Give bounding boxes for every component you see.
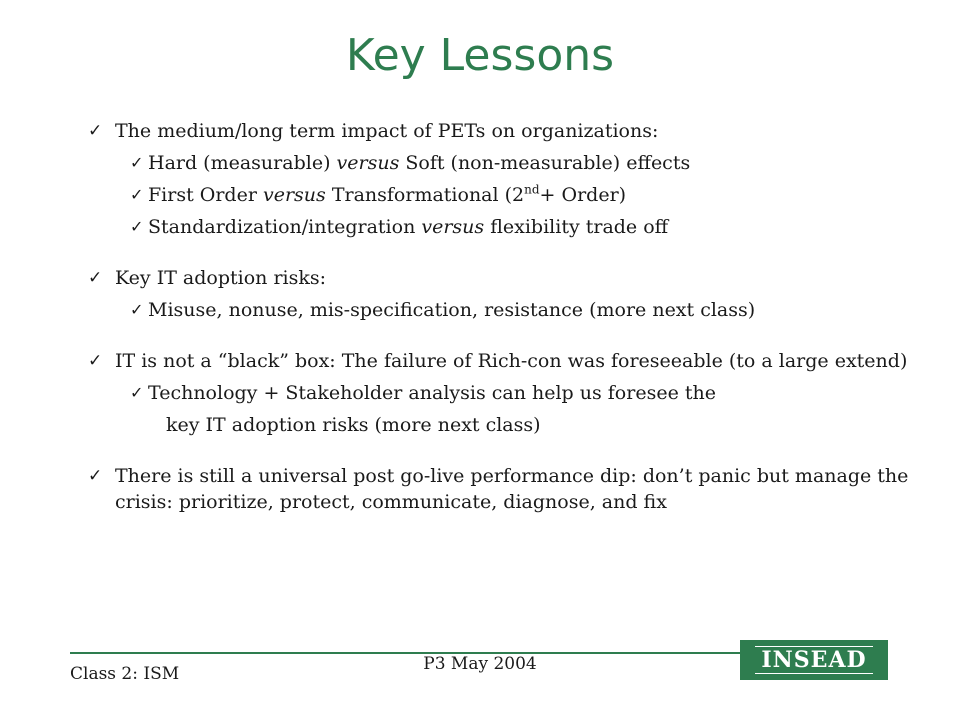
sub-bullet-item [130,150,928,176]
sub-bullet-text: Misuse, nonuse, mis-specification, resistance (more next class) [148,299,756,321]
emphasis-text: versus [336,152,400,174]
bullet-item [88,118,928,144]
sub-bullet-text: Technology + Stakeholder analysis can help us foresee the [148,382,716,404]
checkmark-icon: ✓ [88,121,103,141]
checkmark-icon: ✓ [88,268,103,288]
superscript-text: nd [524,182,540,197]
sub-bullet-text: Transformational (2 [325,184,525,206]
sub-bullet-text: + Order) [539,184,627,206]
checkmark-icon: ✓ [88,466,103,486]
bullet-text: IT is not a “black” box: The failure of Rich-con was foreseeable (to a large extend) [115,350,908,372]
emphasis-text: versus [421,216,485,238]
sub-bullet-continuation: key IT adoption risks (more next class) [166,414,541,436]
checkmark-icon: ✓ [130,383,144,402]
insead-logo [740,640,888,680]
sub-bullet-text: First Order [148,184,263,206]
checkmark-icon: ✓ [130,300,144,319]
logo-text: INSEAD [755,646,872,674]
checkmark-icon: ✓ [88,351,103,371]
bullet-text: The medium/long term impact of PETs on organizations: [115,120,659,142]
checkmark-icon: ✓ [130,153,144,172]
bullet-text: There is still a universal post go-live performance dip: don’t panic but manage the crisis: prioritize, protect, communicate, diagnose, and fix [115,465,909,513]
sub-bullet-text: flexibility trade off [484,216,669,238]
checkmark-icon: ✓ [130,185,144,204]
sub-bullet-text: Standardization/integration [148,216,422,238]
checkmark-icon: ✓ [130,217,144,236]
bullet-item [88,463,928,515]
bullet-item [88,265,928,291]
bullet-text: Key IT adoption risks: [115,267,327,289]
sub-bullet-text: Soft (non-measurable) effects [399,152,691,174]
sub-bullet-item [130,214,928,240]
bullet-list [88,118,928,515]
emphasis-text: versus [262,184,326,206]
sub-bullet-item [130,182,928,208]
sub-bullet-text: Hard (measurable) [148,152,337,174]
footer-course-label: Class 2: ISM [70,664,180,684]
bullet-item [88,348,928,374]
slide-title: Key Lessons [345,30,615,81]
sub-bullet-item [130,380,928,406]
footer-date: P3 May 2004 [423,654,537,674]
sub-bullet-item [130,297,928,323]
